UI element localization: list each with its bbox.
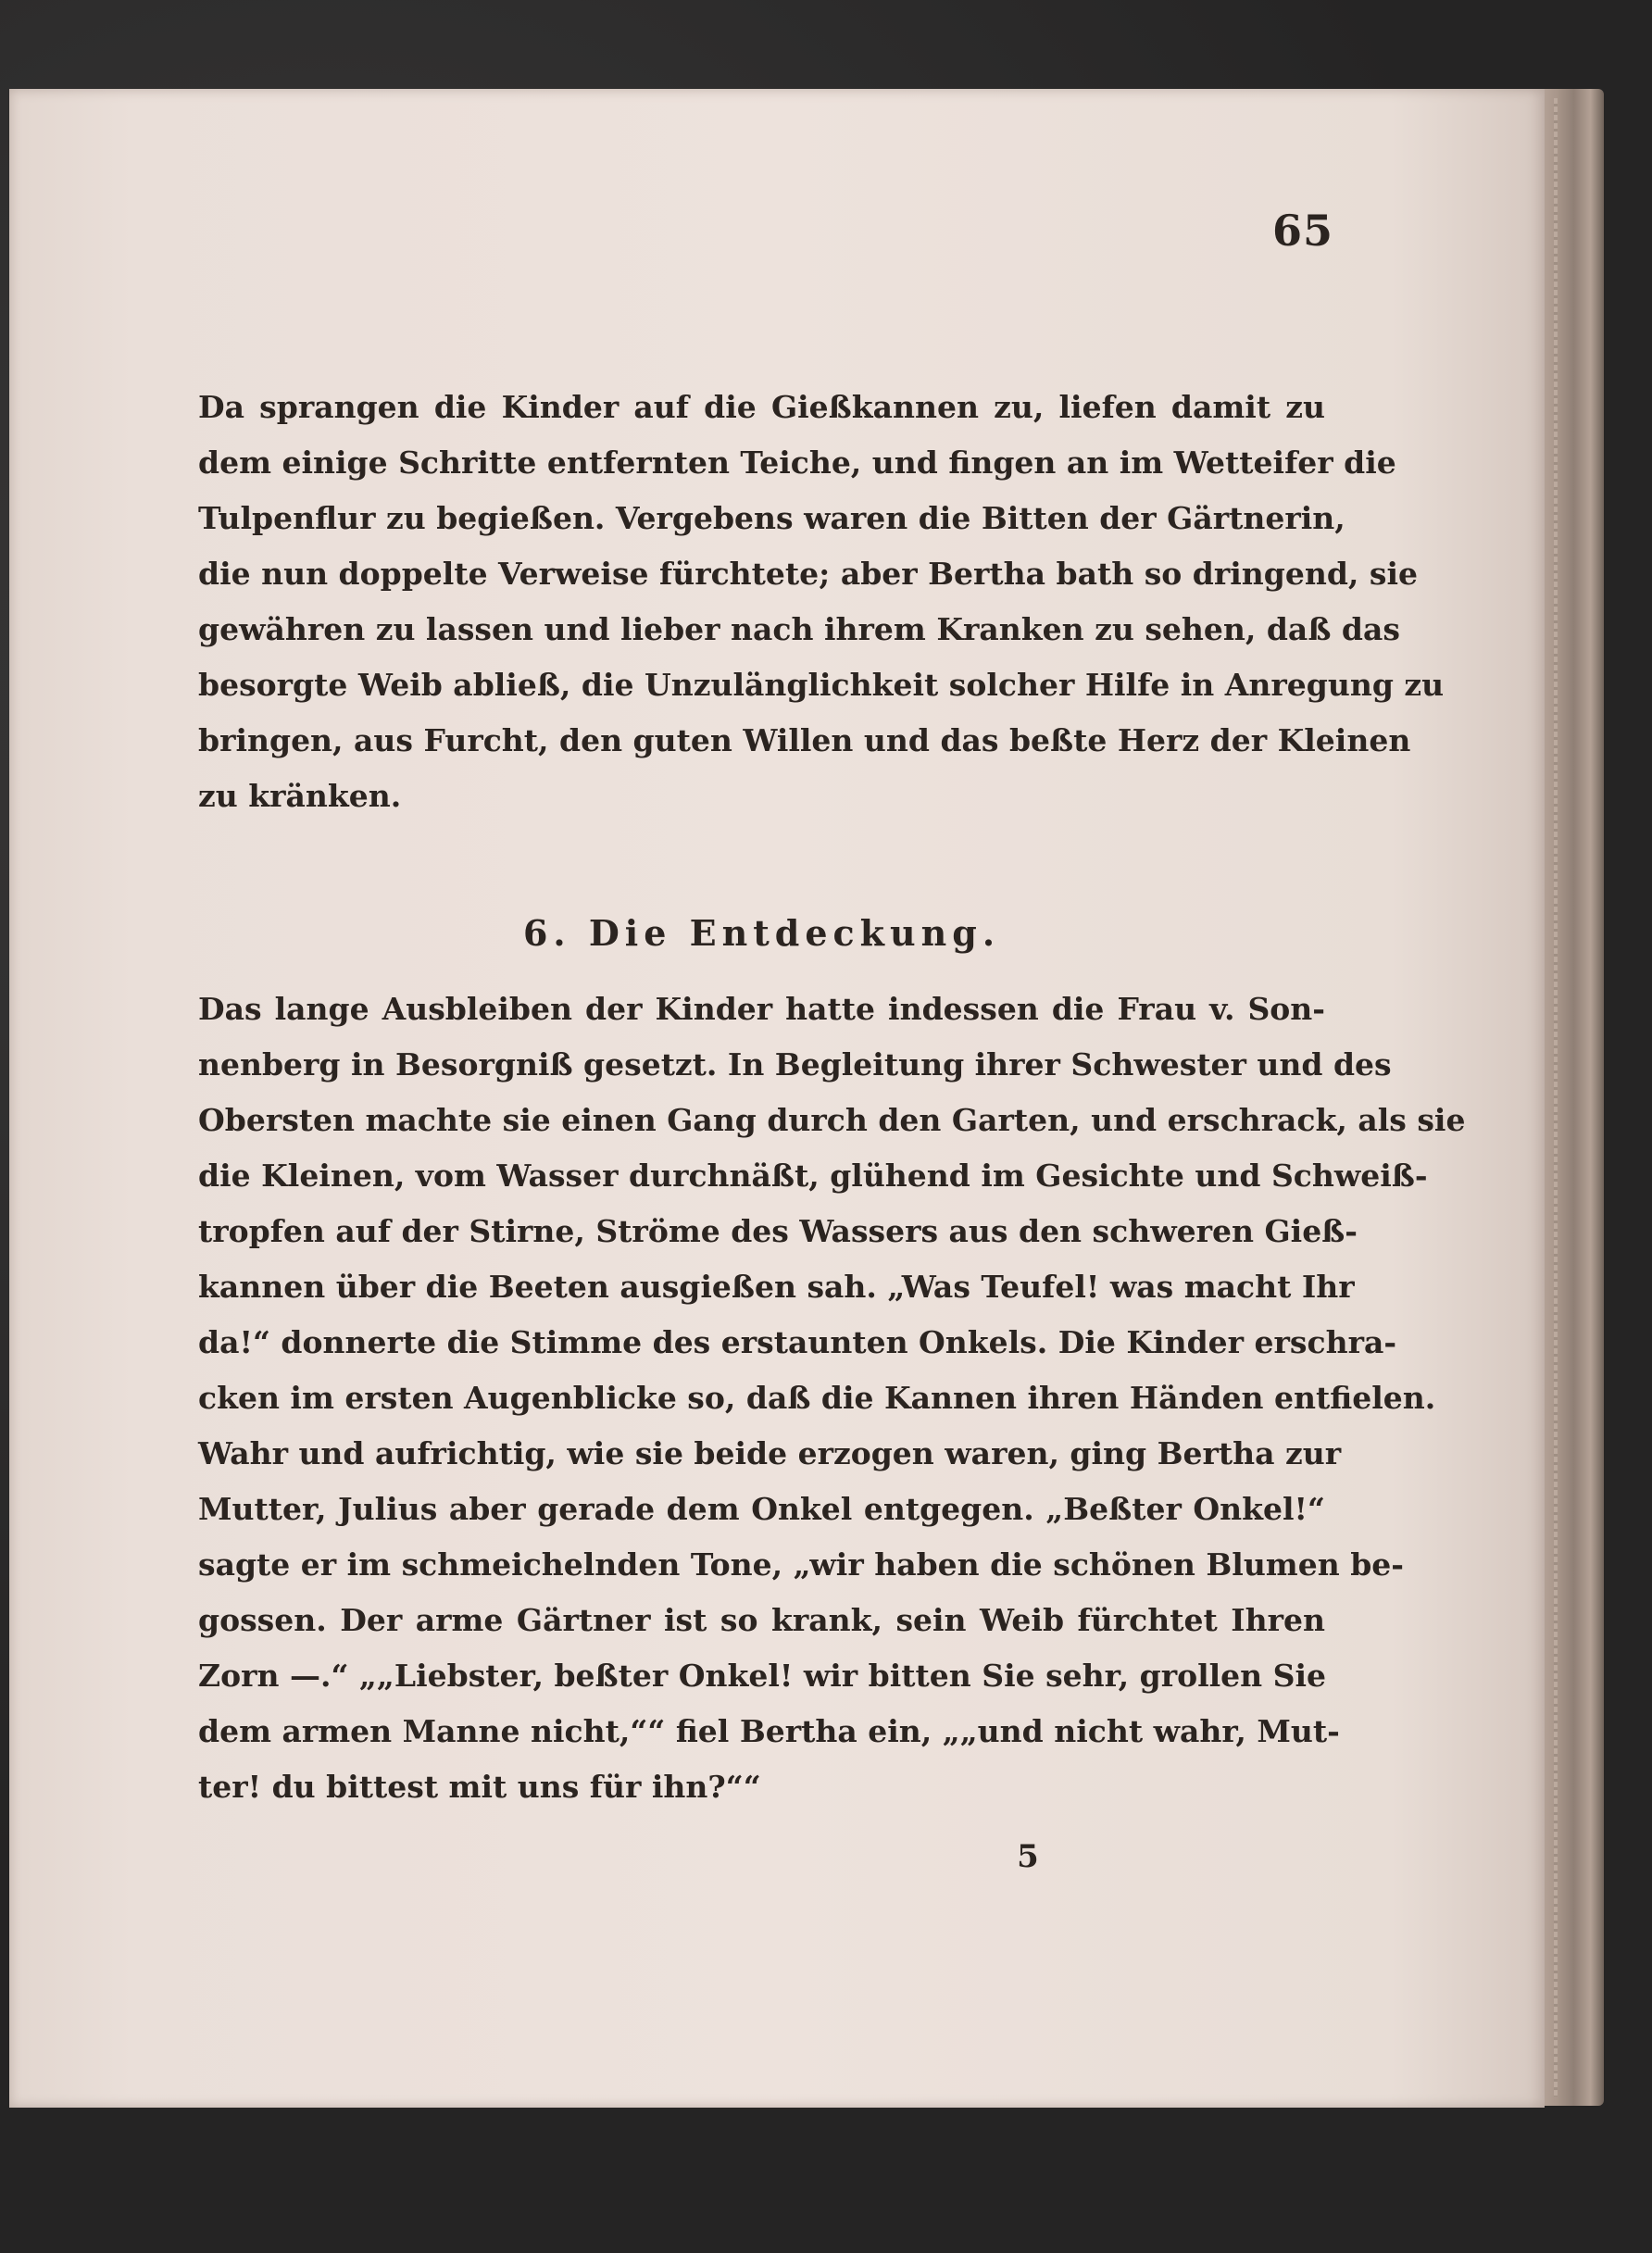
text-line: sagte er im schmeichelnden Tone, „wir haben die schönen Blumen be- [198, 1546, 1404, 1583]
text-line: die Kleinen, vom Wasser durchnäßt, glühend im Gesichte und Schweiß- [198, 1158, 1428, 1194]
text-line: nenberg in Besorgniß gesetzt. In Begleitung ihrer Schwester und des [198, 1046, 1392, 1083]
text-line: tropfen auf der Stirne, Ströme des Wassers aus den schweren Gieß- [198, 1213, 1358, 1249]
text-line: kannen über die Beeten ausgießen sah. „Was Teufel! was macht Ihr [198, 1269, 1355, 1305]
paragraph-1 [198, 380, 1445, 824]
text-line: ter! du bittest mit uns für ihn?““ [198, 1769, 761, 1805]
text-line: die nun doppelte Verweise fürchtete; aber Bertha bath so dringend, sie [198, 556, 1419, 592]
text-line: Tulpenflur zu begießen. Vergebens waren die Bitten der Gärtnerin, [198, 500, 1345, 536]
text-line: bringen, aus Furcht, den guten Willen und das beßte Herz der Kleinen [198, 722, 1411, 758]
text-line: cken im ersten Augenblicke so, daß die Kannen ihren Händen entfielen. [198, 1380, 1436, 1416]
book-page-edges [1537, 89, 1604, 2106]
page-number: 65 [1271, 206, 1333, 256]
text-line: dem einige Schritte entfernten Teiche, und fingen an im Wetteifer die [198, 444, 1396, 481]
text-line: da!“ donnerte die Stimme des erstaunten Onkels. Die Kinder erschra- [198, 1324, 1397, 1360]
text-line: Mutter, Julius aber gerade dem Onkel entgegen. „Beßter Onkel!“ [198, 1491, 1325, 1527]
paragraph-2 [198, 982, 1466, 1815]
text-line: gossen. Der arme Gärtner ist so krank, sein Weib fürchtet Ihren [198, 1602, 1325, 1638]
section-heading: 6. Die Entdeckung. [522, 912, 1001, 954]
text-line: Das lange Ausbleiben der Kinder hatte indessen die Frau v. Son- [198, 991, 1325, 1027]
text-line: Wahr und aufrichtig, wie sie beide erzogen waren, ging Bertha zur [198, 1435, 1342, 1471]
text-line: zu kränken. [198, 778, 402, 814]
text-line: dem armen Manne nicht,““ fiel Bertha ein, „„und nicht wahr, Mut- [198, 1713, 1340, 1749]
text-line: Da sprangen die Kinder auf die Gießkannen zu, liefen damit zu [198, 389, 1325, 425]
text-line: besorgte Weib abließ, die Unzulänglichkeit solcher Hilfe in Anregung zu [198, 667, 1445, 703]
signature-mark: 5 [1017, 1838, 1039, 1875]
text-line: Zorn —.“ „„Liebster, beßter Onkel! wir bitten Sie sehr, grollen Sie [198, 1658, 1327, 1694]
text-line: Obersten machte sie einen Gang durch den Garten, und erschrack, als sie [198, 1102, 1466, 1138]
text-line: gewähren zu lassen und lieber nach ihrem Kranken zu sehen, daß das [198, 611, 1400, 647]
